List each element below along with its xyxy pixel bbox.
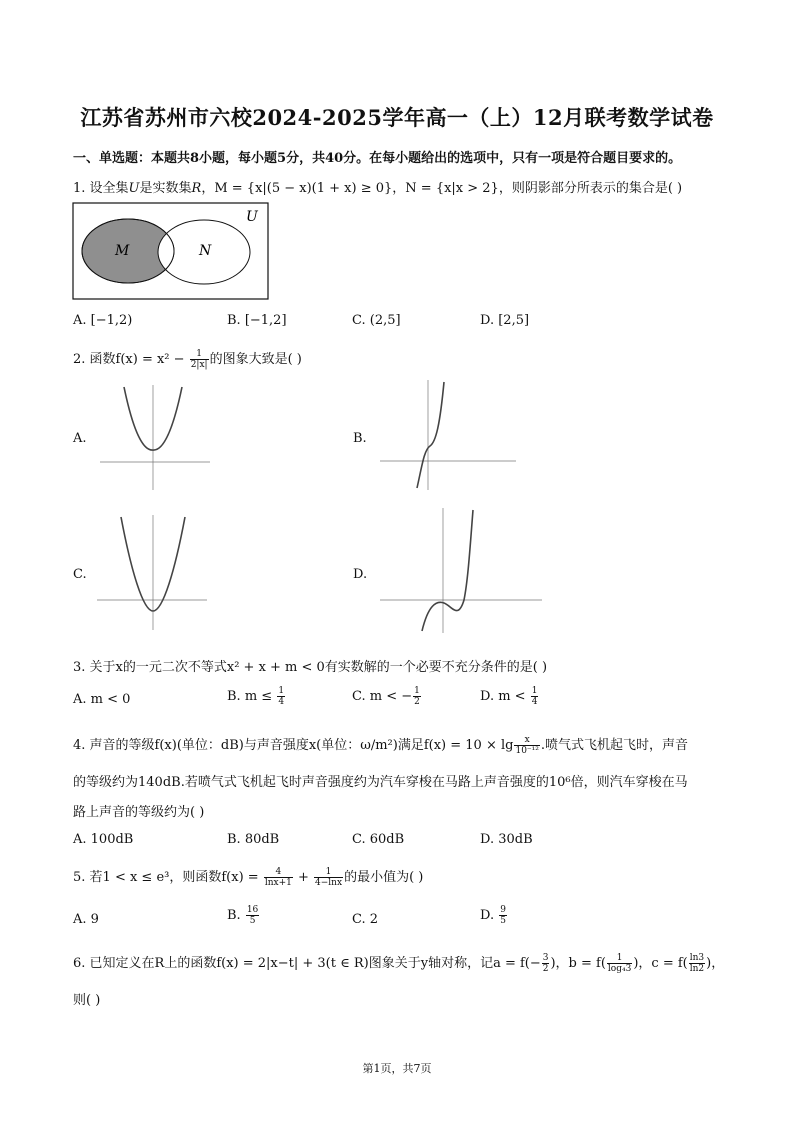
q6-c-den: ln2 xyxy=(689,964,705,974)
q1-prefix: 1. 设全集 xyxy=(73,181,129,196)
q5-b-pre: B. xyxy=(227,908,241,923)
graph-a xyxy=(100,385,210,490)
q5-frac-2 xyxy=(314,867,343,888)
question-6-line-2: 则( ) xyxy=(73,993,101,1008)
q6-mid: )，b = f( xyxy=(550,956,606,971)
q6-b-frac xyxy=(607,953,632,974)
venn-label-u: U xyxy=(246,209,258,225)
q2-suffix: 的图象大致是( ) xyxy=(209,352,302,367)
q5-d-den: 5 xyxy=(500,916,506,926)
venn-label-n: N xyxy=(199,243,212,259)
q1-option-d: D. [2,5] xyxy=(480,313,530,328)
q3-option-d xyxy=(480,686,539,707)
q3-b-den: 4 xyxy=(278,697,285,707)
q5-f1-num: 4 xyxy=(264,867,293,878)
q3-c-pre: C. m < − xyxy=(352,689,413,704)
q3-option-c xyxy=(352,686,422,707)
q3-b-pre: B. m ≤ xyxy=(227,689,273,704)
q5-option-a: A. 9 xyxy=(73,912,99,927)
q1-option-b: B. [−1,2] xyxy=(227,313,287,328)
question-1 xyxy=(73,177,682,196)
q6-end: )， xyxy=(706,956,725,971)
q1-u: U xyxy=(128,181,140,196)
q1-option-a: A. [−1,2) xyxy=(73,313,133,328)
q4-fraction xyxy=(514,735,539,756)
q2-label-a: A. xyxy=(73,431,87,446)
q4-option-d: D. 30dB xyxy=(480,832,533,847)
q2-frac-den: 2|x| xyxy=(190,360,208,370)
graph-d xyxy=(380,508,542,633)
q1-option-c: C. (2,5] xyxy=(352,313,401,328)
question-6-line-1 xyxy=(73,952,724,974)
q3-d-frac xyxy=(531,686,539,707)
q2-fraction xyxy=(190,349,209,370)
q6-c-frac xyxy=(689,953,705,974)
question-3: 3. 关于x的一元二次不等式x² + x + m < 0有实数解的一个必要不充分条件的是( ) xyxy=(73,660,548,675)
q5-b-den: 5 xyxy=(249,916,256,926)
q2-prefix: 2. 函数f(x) = x² − xyxy=(73,352,185,367)
q4-option-a: A. 100dB xyxy=(73,832,134,847)
q3-c-frac xyxy=(413,686,421,707)
graph-b-curve xyxy=(417,382,444,488)
graph-b xyxy=(380,380,516,490)
q5-option-b xyxy=(227,905,260,926)
q6-b-den: log₄3 xyxy=(607,964,632,974)
q3-c-den: 2 xyxy=(414,697,420,707)
q4-option-c: C. 60dB xyxy=(352,832,405,847)
question-4-line-2: 的等级约为140dB.若喷气式飞机起飞时声音强度约为汽车穿梭在马路上声音强度的10⁶倍，则汽车穿梭在马 xyxy=(73,775,688,790)
q4-option-b: B. 80dB xyxy=(227,832,280,847)
question-4-line-3: 路上声音的等级约为( ) xyxy=(73,805,205,820)
venn-label-m: M xyxy=(115,243,130,259)
question-4-line-1 xyxy=(73,734,688,756)
q5-frac-1 xyxy=(264,867,293,888)
q3-b-num: 1 xyxy=(278,686,285,696)
q6-a-frac xyxy=(542,953,550,974)
q1-sets: ，M = {x|(5 − x)(1 + x) ≥ 0}，N = {x|x > 2} xyxy=(201,181,499,196)
q2-label-b: B. xyxy=(353,431,367,446)
graph-d-curve xyxy=(422,510,473,631)
q5-b-num: 16 xyxy=(246,905,259,915)
q5-d-num: 9 xyxy=(500,905,506,915)
q2-frac-num: 1 xyxy=(190,349,209,360)
q1-mid: 是实数集 xyxy=(139,181,192,196)
page-title: 江苏省苏州市六校2024-2025学年高一（上）12月联考数学试卷 xyxy=(80,105,714,130)
q6-pre: 6. 已知定义在R上的函数f(x) = 2|x−t| + 3(t ∈ R)图象关于y轴对称，记a = f(− xyxy=(73,956,541,971)
q6-c-num: ln3 xyxy=(689,953,705,963)
q3-d-pre: D. m < xyxy=(480,689,526,704)
q6-b-num: 1 xyxy=(607,953,632,964)
q6-a-den: 2 xyxy=(542,964,549,974)
q3-option-b xyxy=(227,686,286,707)
graph-c xyxy=(97,515,207,630)
q4-frac-den: 10⁻¹² xyxy=(515,746,539,756)
question-2 xyxy=(73,348,302,370)
q4-line1-post: .喷气式飞机起飞时，声音 xyxy=(540,738,689,753)
q3-d-den: 4 xyxy=(531,697,538,707)
q4-frac-num: x xyxy=(514,735,539,746)
q5-plus: + xyxy=(297,870,309,885)
question-5 xyxy=(73,866,423,888)
q6-a-num: 3 xyxy=(542,953,549,963)
page-footer: 第1页，共7页 xyxy=(362,1062,432,1075)
q5-post: 的最小值为( ) xyxy=(344,870,424,885)
q1-suffix: ，则阴影部分所表示的集合是( ) xyxy=(498,181,683,196)
q3-d-num: 1 xyxy=(531,686,538,696)
q6-mid2: )，c = f( xyxy=(633,956,688,971)
q5-f2-num: 1 xyxy=(314,867,343,878)
q5-pre: 5. 若1 < x ≤ e³，则函数f(x) = xyxy=(73,870,259,885)
section-heading: 一、单选题：本题共8小题，每小题5分，共40分。在每小题给出的选项中，只有一项是符合题目要求的。 xyxy=(73,151,682,166)
q4-line1-pre: 4. 声音的等级f(x)(单位：dB)与声音强度x(单位：ω/m²)满足f(x) = 10 × lg xyxy=(73,738,514,753)
q5-option-d xyxy=(480,905,508,926)
q5-option-c: C. 2 xyxy=(352,912,379,927)
venn-diagram xyxy=(72,202,270,302)
q3-b-frac xyxy=(277,686,285,707)
q3-option-a: A. m < 0 xyxy=(73,692,131,707)
q3-c-num: 1 xyxy=(414,686,420,696)
q5-f2-den: 4−lnx xyxy=(315,878,343,888)
q5-d-pre: D. xyxy=(480,908,495,923)
q5-f1-den: lnx+1 xyxy=(264,878,292,888)
q5-b-frac xyxy=(246,905,259,926)
q5-d-frac xyxy=(499,905,507,926)
q2-label-c: C. xyxy=(73,567,87,582)
q2-label-d: D. xyxy=(353,567,368,582)
q1-r: R xyxy=(191,181,202,196)
